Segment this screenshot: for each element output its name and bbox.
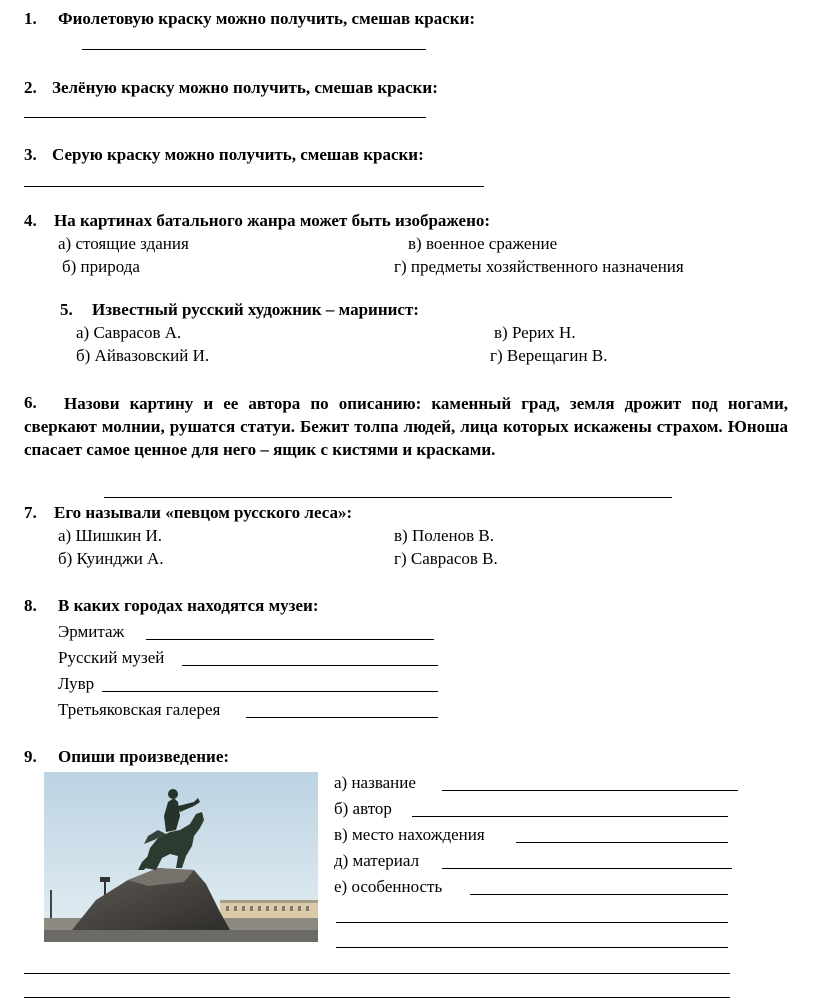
q7-text: Его называли «певцом русского леса»:: [54, 503, 353, 522]
q4-option-g[interactable]: г) предметы хозяйственного назначения: [394, 257, 684, 276]
q9-extra-line-4[interactable]: [24, 997, 730, 998]
q9-extra-line-3[interactable]: [24, 973, 730, 974]
q9-field-title: а) название: [334, 773, 416, 792]
q8-museum-tretyakov: Третьяковская галерея: [58, 700, 221, 719]
q4-option-a[interactable]: а) стоящие здания: [58, 234, 189, 253]
q9-field-material: д) материал: [334, 851, 420, 870]
q9-title-line[interactable]: [442, 790, 738, 791]
q9-field-location: в) место нахождения: [334, 825, 485, 844]
q9-number: 9.: [24, 747, 37, 766]
q6-description: Назови картину и ее автора по описанию: каменный град, земля дрожит под ногами, сверкают молнии, рушатся статуи. Бежит толпа людей, лица которых искажены страхом. Юноша спасает самое ценное для него – ящик с кистями и красками.: [24, 394, 788, 459]
q8-number: 8.: [24, 596, 37, 615]
q2-answer-line[interactable]: [24, 117, 426, 118]
q9-location-line[interactable]: [516, 842, 728, 843]
q4-option-v[interactable]: в) военное сражение: [408, 234, 558, 253]
bronze-horseman-photo: [44, 772, 318, 942]
q4-number: 4.: [24, 211, 37, 230]
q1-text: Фиолетовую краску можно получить, смешав краски:: [58, 9, 476, 28]
q9-field-author: б) автор: [334, 799, 392, 818]
q5-option-b[interactable]: б) Айвазовский И.: [76, 346, 210, 365]
q9-text: Опиши произведение:: [58, 747, 230, 766]
q9-material-line[interactable]: [442, 868, 732, 869]
bronze-horseman-image: [44, 772, 318, 942]
q5-number: 5.: [60, 300, 73, 319]
q1-number: 1.: [24, 9, 37, 28]
q8-text: В каких городах находятся музеи:: [58, 596, 319, 615]
q8-louvre-line[interactable]: [102, 691, 438, 692]
q8-museum-hermitage: Эрмитаж: [58, 622, 125, 641]
q5-text: Известный русский художник – маринист:: [92, 300, 419, 319]
q2-text: Зелёную краску можно получить, смешав краски:: [52, 78, 438, 97]
q6-answer-line[interactable]: [104, 497, 672, 498]
q7-option-b[interactable]: б) Куинджи А.: [58, 549, 164, 568]
q8-russian-line[interactable]: [182, 665, 438, 666]
q7-option-a[interactable]: а) Шишкин И.: [58, 526, 163, 545]
q3-number: 3.: [24, 145, 37, 164]
q9-field-feature: е) особенность: [334, 877, 443, 896]
q7-option-v[interactable]: в) Поленов В.: [394, 526, 494, 545]
q4-text: На картинах батального жанра может быть изображено:: [54, 211, 491, 230]
q8-hermitage-line[interactable]: [146, 639, 434, 640]
q3-answer-line[interactable]: [24, 186, 484, 187]
q8-museum-russian: Русский музей: [58, 648, 165, 667]
q4-option-b[interactable]: б) природа: [62, 257, 140, 276]
q2-number: 2.: [24, 78, 37, 97]
q9-extra-line-1[interactable]: [336, 922, 728, 923]
q8-tretyakov-line[interactable]: [246, 717, 438, 718]
q6-number: 6.: [24, 393, 37, 412]
q9-feature-line[interactable]: [470, 894, 728, 895]
q7-number: 7.: [24, 503, 37, 522]
q9-author-line[interactable]: [412, 816, 728, 817]
q7-option-g[interactable]: г) Саврасов В.: [394, 549, 498, 568]
q6-text: [24, 392, 788, 461]
q9-extra-line-2[interactable]: [336, 947, 728, 948]
q5-option-a[interactable]: а) Саврасов А.: [76, 323, 182, 342]
q8-museum-louvre: Лувр: [58, 674, 95, 693]
q1-answer-line[interactable]: [82, 49, 426, 50]
q3-text: Серую краску можно получить, смешав краски:: [52, 145, 424, 164]
q5-option-v[interactable]: в) Рерих Н.: [494, 323, 576, 342]
q5-option-g[interactable]: г) Верещагин В.: [490, 346, 608, 365]
